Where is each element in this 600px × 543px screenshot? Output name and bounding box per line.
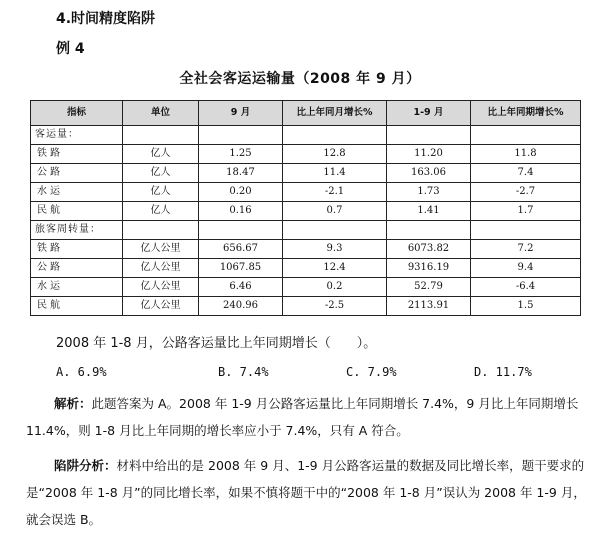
cell: 6073.82 — [387, 240, 471, 259]
transport-table — [30, 100, 581, 316]
cell: 民航 — [31, 297, 123, 316]
analysis-colon: ： — [79, 396, 92, 411]
group-label: 旅客周转量： — [31, 221, 123, 240]
cell: 9.4 — [471, 259, 581, 278]
table-row — [31, 183, 581, 202]
trap-colon: ： — [104, 458, 117, 473]
table-row — [31, 202, 581, 221]
option-b: B. 7.4% — [218, 365, 269, 379]
cell: 1.5 — [471, 297, 581, 316]
cell: 亿人 — [123, 202, 199, 221]
cell: 7.4 — [471, 164, 581, 183]
table-row — [31, 240, 581, 259]
cell: -2.7 — [471, 183, 581, 202]
example-label: 例 4 — [56, 41, 85, 57]
cell: 12.4 — [283, 259, 387, 278]
cell: 0.20 — [199, 183, 283, 202]
option-c: C. 7.9% — [346, 365, 397, 379]
group-label: 客运量： — [31, 126, 123, 145]
group-row — [31, 221, 581, 240]
analysis-paragraph — [26, 390, 586, 444]
cell: 656.67 — [199, 240, 283, 259]
cell: 18.47 — [199, 164, 283, 183]
trap-label: 陷阱分析 — [54, 458, 105, 473]
group-row — [31, 126, 581, 145]
cell: 亿人 — [123, 183, 199, 202]
cell: 铁路 — [31, 240, 123, 259]
col-header: 1-9 月 — [387, 101, 471, 126]
cell: 亿人公里 — [123, 278, 199, 297]
cell: 1.25 — [199, 145, 283, 164]
analysis-text: 此题答案为 A。2008 年 1-9 月公路客运量比上年同期增长 7.4%，9 月比上年同期增长 11.4%，则 1-8 月比上年同期的增长率应小于 7.4%，只有 A 符合。 — [26, 396, 579, 438]
table-row — [31, 297, 581, 316]
table-row — [31, 278, 581, 297]
cell: 1.7 — [471, 202, 581, 221]
cell: 亿人 — [123, 145, 199, 164]
cell: 11.20 — [387, 145, 471, 164]
cell: 公路 — [31, 259, 123, 278]
cell: 6.46 — [199, 278, 283, 297]
cell: 163.06 — [387, 164, 471, 183]
col-header: 比上年同月增长% — [283, 101, 387, 126]
col-header: 9 月 — [199, 101, 283, 126]
col-header: 单位 — [123, 101, 199, 126]
cell: 1067.85 — [199, 259, 283, 278]
cell: 铁路 — [31, 145, 123, 164]
cell: 亿人公里 — [123, 240, 199, 259]
section-heading: 4.时间精度陷阱 — [56, 11, 156, 27]
cell: 12.8 — [283, 145, 387, 164]
table-row — [31, 164, 581, 183]
cell: 1.73 — [387, 183, 471, 202]
col-header: 比上年同期增长% — [471, 101, 581, 126]
table-header-row — [31, 101, 581, 126]
analysis-label: 解析 — [54, 396, 80, 411]
cell: 52.79 — [387, 278, 471, 297]
cell: 11.8 — [471, 145, 581, 164]
cell: 1.41 — [387, 202, 471, 221]
cell: 0.7 — [283, 202, 387, 221]
table-row — [31, 259, 581, 278]
question-text: 2008 年 1-8 月，公路客运量比上年同期增长（ ）。 — [56, 336, 377, 351]
cell: 240.96 — [199, 297, 283, 316]
table-row — [31, 145, 581, 164]
trap-paragraph — [26, 452, 586, 533]
cell: 亿人公里 — [123, 297, 199, 316]
col-header: 指标 — [31, 101, 123, 126]
cell: 9.3 — [283, 240, 387, 259]
cell: 民航 — [31, 202, 123, 221]
cell: 7.2 — [471, 240, 581, 259]
cell: 水运 — [31, 183, 123, 202]
option-a: A. 6.9% — [56, 365, 107, 379]
cell: 亿人 — [123, 164, 199, 183]
cell: -2.1 — [283, 183, 387, 202]
cell: 0.16 — [199, 202, 283, 221]
cell: 11.4 — [283, 164, 387, 183]
cell: 2113.91 — [387, 297, 471, 316]
cell: 0.2 — [283, 278, 387, 297]
cell: -2.5 — [283, 297, 387, 316]
cell: -6.4 — [471, 278, 581, 297]
cell: 9316.19 — [387, 259, 471, 278]
cell: 亿人公里 — [123, 259, 199, 278]
table-title: 全社会客运运输量（2008 年 9 月） — [179, 71, 421, 87]
option-d: D. 11.7% — [474, 365, 532, 379]
cell: 水运 — [31, 278, 123, 297]
cell: 公路 — [31, 164, 123, 183]
trap-text: 材料中给出的是 2008 年 9 月、1-9 月公路客运量的数据及同比增长率，题干要求的是“2008 年 1-8 月”的同比增长率，如果不慎将题干中的“2008 年 1-8 月”误认为 2008 年 1-9 月，就会误选 B。 — [26, 458, 586, 527]
